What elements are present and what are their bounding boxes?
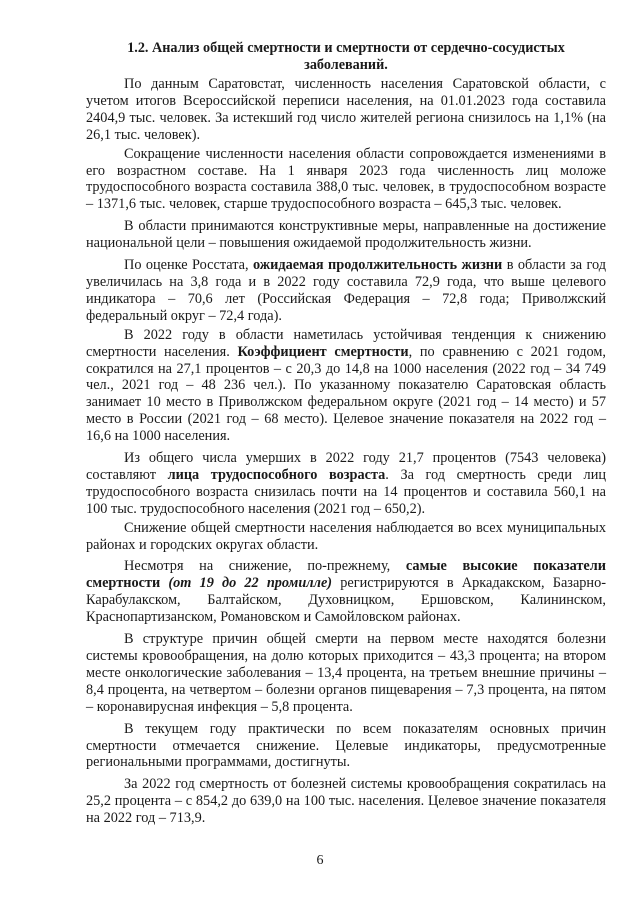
section-heading	[86, 40, 606, 74]
text-segment: . За год смертность среди лиц трудоспособного возраста снизилась почти на 14 процентов и составила 560,1 на 100 тыс. трудоспособного населения (2021 год – 650,2).	[86, 466, 606, 517]
text-segment: в области за год увеличилась на 3,8 года и в 2022 году составила 72,9 года, что выше целевого индикатора – 70,6 лет (Российская Федерация – 72,8 года; Приволжский федеральный округ – 72,4 года).	[86, 257, 606, 324]
italic-promille-range: (от 19 до 22 промилле)	[168, 575, 333, 592]
bold-term-life-expectancy: ожидаемая продолжительность жизни	[252, 257, 503, 274]
paragraph-circulatory-mortality: За 2022 год смертность от болезней системы кровообращения сократилась на 25,2 процента – с 854,2 до 639,0 на 100 тыс. населения. Целевое значение показателя на 2022 год – 713,9.	[86, 776, 606, 827]
section-heading-line1: 1.2. Анализ общей смертности и смертности от сердечно-сосудистых	[127, 40, 565, 56]
paragraph-mortality-rate	[86, 327, 606, 445]
paragraph-measures: В области принимаются конструктивные меры, направленные на достижение национальной цели – повышения ожидаемой продолжительность жизни.	[86, 218, 606, 252]
paragraph-highest-mortality	[86, 558, 606, 626]
bold-term-working-age: лица трудоспособного возраста	[167, 466, 386, 483]
paragraph-age-structure: Сокращение численности населения области сопровождается изменениями в его возрастном составе. На 1 января 2023 года численность лиц моложе трудоспособного возраста составила 388,0 тыс. человек, в трудоспособном возрасте – 1371,6 тыс. человек, старше трудоспособного возраста – 645,3 тыс. человек.	[86, 145, 606, 213]
text-segment: В 2022 году в области наметилась устойчивая тенденция к снижению смертности населения.	[86, 326, 606, 360]
text-segment: , по сравнению с 2021 годом, сократился на 27,1 процентов – с 20,3 до 14,8 на 1000 населения (2022 год – 34 749 чел., 2021 год – 48 236 чел.). По указанному показателю Саратовская область занимает 10 место в Приволжском федеральном округе (2021 год – 14 место) и 57 место в России (2021 год – 68 место). Целевое значение показателя на 2022 год – 16,6 на 1000 населения.	[86, 343, 606, 445]
paragraph-targets-achieved: В текущем году практически по всем показателям основных причин смертности отмечается снижение. Целевые индикаторы, предусмотренные региональными программами, достигнуты.	[86, 720, 606, 771]
text-segment: По оценке Росстата,	[124, 257, 253, 274]
paragraph-life-expectancy	[86, 257, 606, 325]
paragraph-causes-structure: В структуре причин общей смерти на первом месте находятся болезни системы кровообращения, на долю которых приходится – 43,3 процента; на втором месте онкологические заболевания – 13,4 процента, на третьем внешние причины – 8,4 процента, на четвертом – болезни органов пищеварения – 7,3 процента, на пятом – коронавирусная инфекция – 5,8 процента.	[86, 631, 606, 715]
text-segment: регистрируются в Аркадакском, Базарно-Карабулакском, Балтайском, Духовницком, Ершовском, Калининском, Краснопартизанском, Романовском и Самойловском районах.	[86, 575, 606, 626]
bold-term-mortality-rate: Коэффициент смертности	[237, 343, 409, 360]
text-segment: Из общего числа умерших в 2022 году 21,7 процентов (7543 человека) составляют	[86, 450, 606, 483]
section-heading-line2: заболеваний.	[304, 57, 388, 73]
paragraph-working-age	[86, 450, 606, 518]
text-segment: Несмотря на снижение, по-прежнему,	[124, 558, 406, 575]
bold-term-highest-mortality: самые высокие показатели смертности	[86, 558, 606, 592]
paragraph-municipal-decline: Снижение общей смертности населения наблюдается во всех муниципальных районах и городских округах области.	[86, 519, 606, 553]
paragraph-population: По данным Саратовстат, численность населения Саратовской области, с учетом итогов Всероссийской переписи населения, на 01.01.2023 года составила 2404,9 тыс. человек. За истекший год число жителей региона снизилось на 1,1% (на 26,1 тыс. человек).	[86, 76, 606, 143]
page-number: 6	[316, 853, 324, 868]
